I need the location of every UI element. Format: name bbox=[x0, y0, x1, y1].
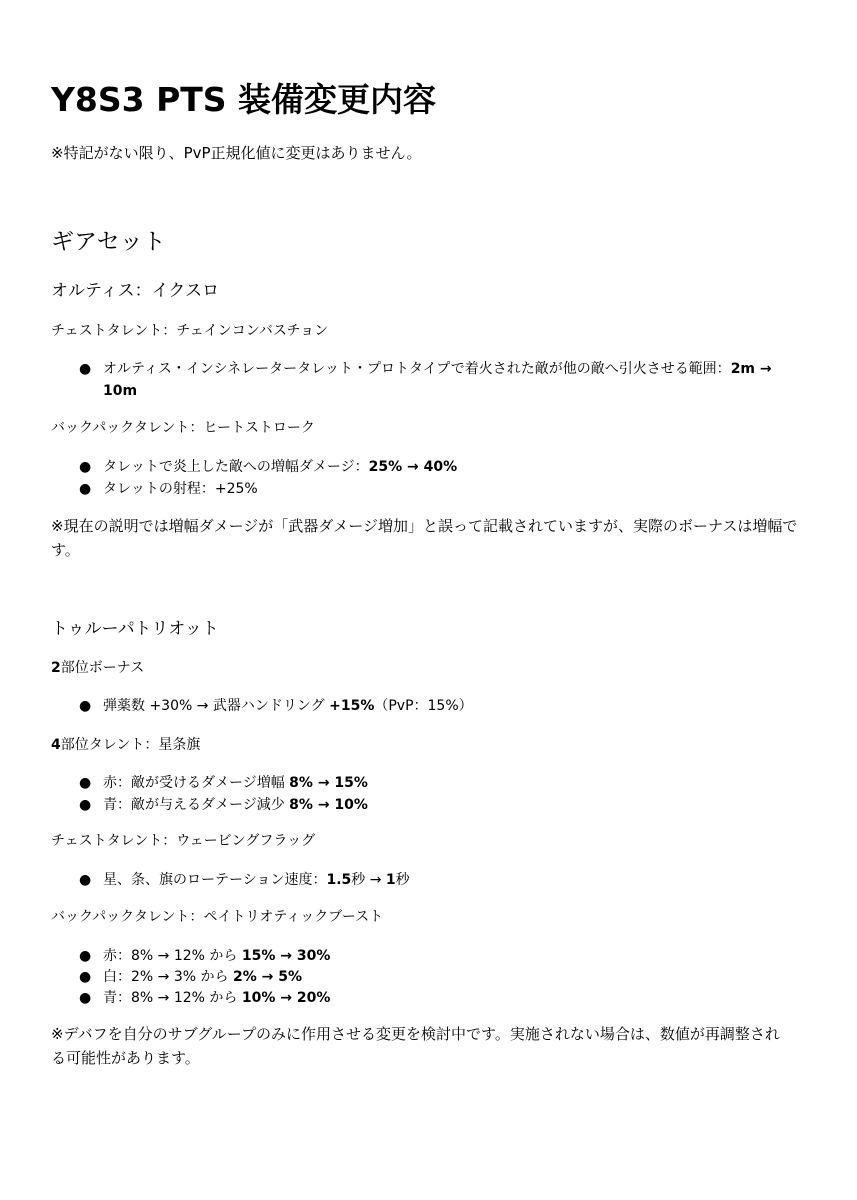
bullet-text: 青：敵が与えるダメージ減少 bbox=[103, 797, 290, 813]
true-patriot-backpack-bullet-2 bbox=[79, 966, 302, 988]
bullet-icon: ● bbox=[79, 361, 92, 377]
label-number: 4 bbox=[51, 737, 61, 753]
true-patriot-4pc-bullet-2 bbox=[79, 794, 368, 816]
ortiz-note-line-1: ※現在の説明では増幅ダメージが「武器ダメージ増加」と誤って記載されていますが、実際のボーナスは増幅で bbox=[51, 517, 798, 535]
bullet-value: 2% → 5% bbox=[232, 969, 302, 985]
bullet-value: 10m bbox=[103, 383, 138, 399]
label-text: 部位タレント：星条旗 bbox=[60, 737, 201, 753]
bullet-icon: ● bbox=[79, 481, 92, 497]
bullet-value: 8% → 10% bbox=[289, 797, 368, 813]
ortiz-backpack-talent-label: バックパックタレント：ヒートストローク bbox=[51, 420, 315, 436]
bullet-text: 青：8% → 12% から bbox=[103, 990, 242, 1006]
ortiz-chest-bullet-continuation bbox=[103, 380, 137, 402]
bullet-value: 8% → 15% bbox=[289, 775, 368, 791]
bullet-text: 赤：8% → 12% から bbox=[103, 948, 242, 964]
bullet-text: 弾薬数 +30% → 武器ハンドリング bbox=[103, 698, 330, 714]
bullet-value: +15% bbox=[329, 698, 375, 714]
gearset-heading-true-patriot: トゥルーパトリオット bbox=[51, 619, 219, 639]
ortiz-note-line-2: す。 bbox=[51, 541, 80, 559]
bullet-icon: ● bbox=[79, 872, 92, 888]
bullet-tail: （PvP：15%） bbox=[374, 698, 473, 714]
bullet-value: 1.5 bbox=[326, 872, 352, 888]
intro-note: ※特記がない限り、PvP正規化値に変更はありません。 bbox=[51, 144, 422, 162]
true-patriot-4pc-label bbox=[51, 734, 200, 756]
bullet-text: 赤：敵が受けるダメージ増幅 bbox=[103, 775, 290, 791]
ortiz-chest-talent-label: チェストタレント：チェインコンバスチョン bbox=[51, 323, 329, 339]
true-patriot-chest-talent-label: チェストタレント：ウェービングフラッグ bbox=[51, 833, 316, 849]
true-patriot-2pc-bullet bbox=[79, 695, 473, 717]
bullet-value: 10% → 20% bbox=[241, 990, 331, 1006]
bullet-icon: ● bbox=[79, 797, 92, 813]
page-title: Y8S3 PTS 装備変更内容 bbox=[51, 80, 437, 119]
bullet-text: 星、条、旗のローテーション速度： bbox=[103, 872, 327, 888]
ortiz-backpack-bullet-2 bbox=[79, 478, 258, 500]
bullet-text: 秒 → bbox=[351, 872, 386, 888]
bullet-icon: ● bbox=[79, 990, 92, 1006]
bullet-icon: ● bbox=[79, 459, 92, 475]
bullet-icon: ● bbox=[79, 698, 92, 714]
bullet-text: タレットの射程：+25% bbox=[103, 481, 258, 497]
bullet-icon: ● bbox=[79, 969, 92, 985]
true-patriot-backpack-bullet-3 bbox=[79, 987, 330, 1009]
bullet-value: 2m → bbox=[730, 361, 772, 377]
label-number: 2 bbox=[51, 660, 61, 676]
bullet-text: 白：2% → 3% から bbox=[103, 969, 233, 985]
true-patriot-backpack-bullet-1 bbox=[79, 945, 330, 967]
bullet-text: タレットで炎上した敵への増幅ダメージ： bbox=[103, 459, 369, 475]
bullet-icon: ● bbox=[79, 775, 92, 791]
bullet-icon: ● bbox=[79, 948, 92, 964]
label-text: 部位ボーナス bbox=[60, 660, 145, 676]
true-patriot-note-line-1: ※デバフを自分のサブグループのみに作用させる変更を検討中です。実施されない場合は、数値が再調整され bbox=[51, 1025, 780, 1043]
gearset-heading-ortiz: オルティス：イクスロ bbox=[51, 281, 220, 301]
true-patriot-note-line-2: る可能性があります。 bbox=[51, 1049, 200, 1067]
true-patriot-4pc-bullet-1 bbox=[79, 772, 368, 794]
true-patriot-chest-bullet bbox=[79, 869, 410, 891]
true-patriot-2pc-label bbox=[51, 657, 144, 679]
bullet-value: 25% → 40% bbox=[368, 459, 458, 475]
section-title-gear-sets: ギアセット bbox=[51, 229, 166, 255]
bullet-text: オルティス・インシネレータータレット・プロトタイプで着火された敵が他の敵へ引火させる範囲： bbox=[103, 361, 731, 377]
bullet-value: 1 bbox=[385, 872, 396, 888]
true-patriot-backpack-talent-label: バックパックタレント：ペイトリオティックブースト bbox=[51, 909, 384, 925]
bullet-value: 15% → 30% bbox=[241, 948, 331, 964]
ortiz-chest-bullet bbox=[79, 358, 772, 380]
bullet-text: 秒 bbox=[395, 872, 410, 888]
ortiz-backpack-bullet-1 bbox=[79, 456, 457, 478]
